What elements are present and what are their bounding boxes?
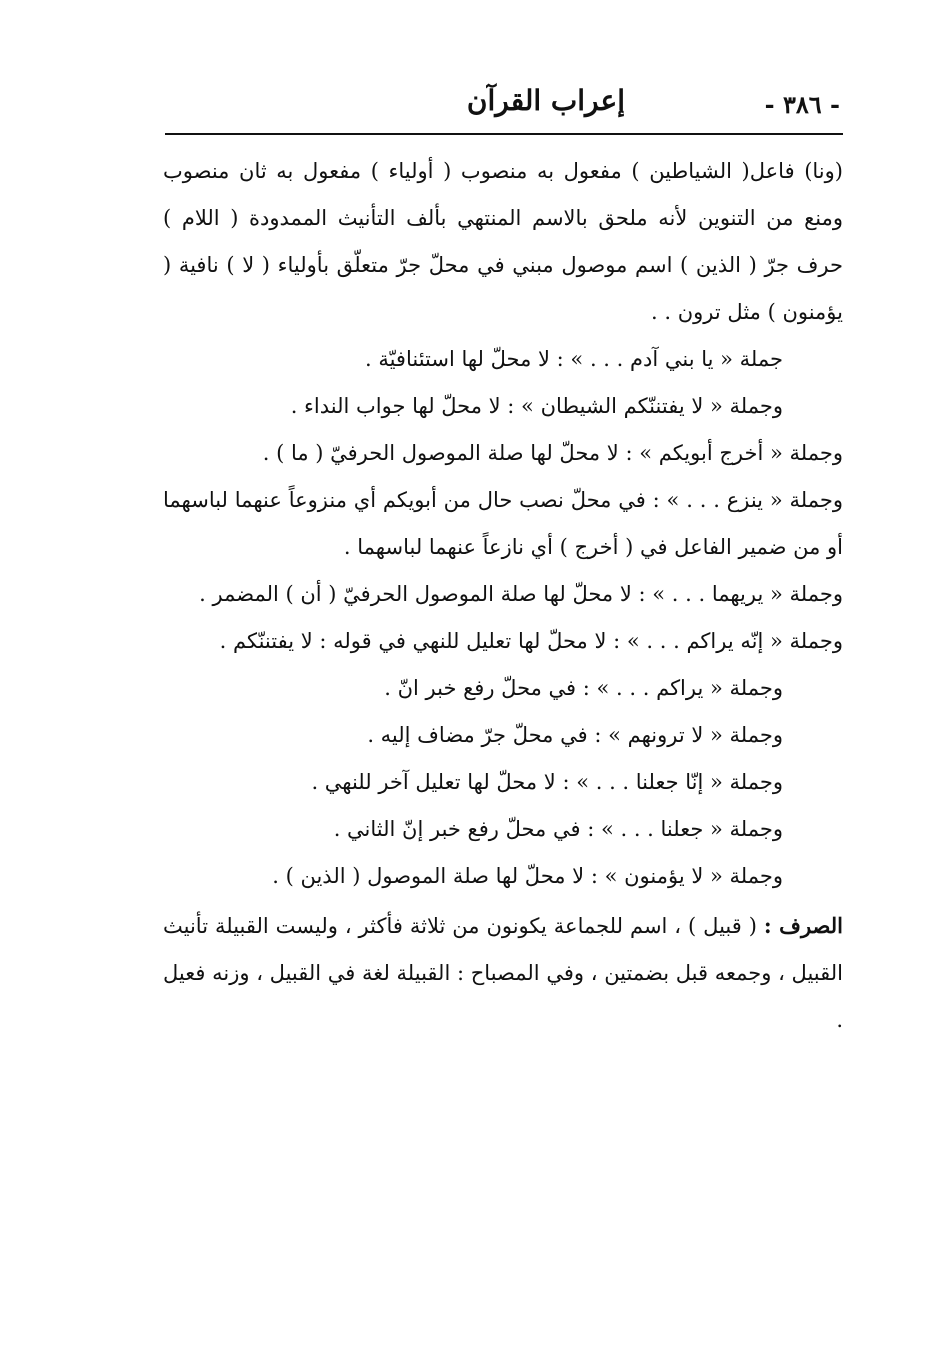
sentence-analysis-1: جملة « يا بني آدم . . . » : لا محلّ لها استئنافيّة . xyxy=(364,347,783,371)
page-header xyxy=(165,80,840,130)
sentence-analysis-11: وجملة « لا يؤمنون » : لا محلّ لها صلة الموصول ( الذين ) . xyxy=(272,864,783,888)
morphology-text: ( قبيل ) ، اسم للجماعة يكونون من ثلاثة فأكثر ، وليست القبيلة تأنيث القبيل ، وجمعه قبل بضمتين ، وفي المصباح : القبيلة لغة في القبيل ، وزنه فعيل . xyxy=(163,914,843,1032)
morphology-paragraph xyxy=(163,902,843,1044)
sentence-analysis-7: وجملة « يراكم . . . » : في محلّ رفع خبر انّ . xyxy=(384,676,783,700)
page-number: - ٣٨٦ - xyxy=(764,90,840,119)
grammar-paragraph: (ونا) فاعل( الشياطين ) مفعول به منصوب ( أولياء ) مفعول به ثان منصوب ومنع من التنوين لأنه ملحق بالاسم المنتهي بألف التأنيث الممدودة ( اللام ) حرف جرّ ( الذين ) اسم موصول مبني في محلّ جرّ متعلّق بأولياء ( لا ) نافية ( يؤمنون ) مثل ترون . . xyxy=(163,159,843,324)
sentence-analysis-5: وجملة « يريهما . . . » : لا محلّ لها صلة الموصول الحرفيّ ( أن ) المضمر . xyxy=(199,582,843,606)
sentence-analysis-8: وجملة « لا ترونهم » : في محلّ جرّ مضاف إليه . xyxy=(367,723,783,747)
sentence-analysis-3: وجملة « أخرج أبويكم » : لا محلّ لها صلة الموصول الحرفيّ ( ما ) . xyxy=(262,441,843,465)
sentence-analysis-9: وجملة « إنّا جعلنا . . . » : لا محلّ لها تعليل آخر للنهي . xyxy=(311,770,783,794)
sentence-analysis-2: وجملة « لا يفتننّكم الشيطان » : لا محلّ لها جواب النداء . xyxy=(290,394,783,418)
header-rule xyxy=(165,133,843,135)
sentence-analysis-10: وجملة « جعلنا . . . » : في محلّ رفع خبر إنّ الثاني . xyxy=(333,817,783,841)
sentence-analysis-6: وجملة « إنّه يراكم . . . » : لا محلّ لها تعليل للنهي في قوله : لا يفتننّكم . xyxy=(219,629,843,653)
running-title: إعراب القرآن xyxy=(466,84,625,117)
sentence-analysis-4: وجملة « ينزع . . . » : في محلّ نصب حال من أبويكم أي منزوعاً عنهما لباسهما أو من ضمير الفاعل في ( أخرج ) أي نازعاً عنهما لباسهما . xyxy=(163,488,843,559)
morphology-label: الصرف : xyxy=(763,913,843,938)
page-body xyxy=(163,148,843,1044)
